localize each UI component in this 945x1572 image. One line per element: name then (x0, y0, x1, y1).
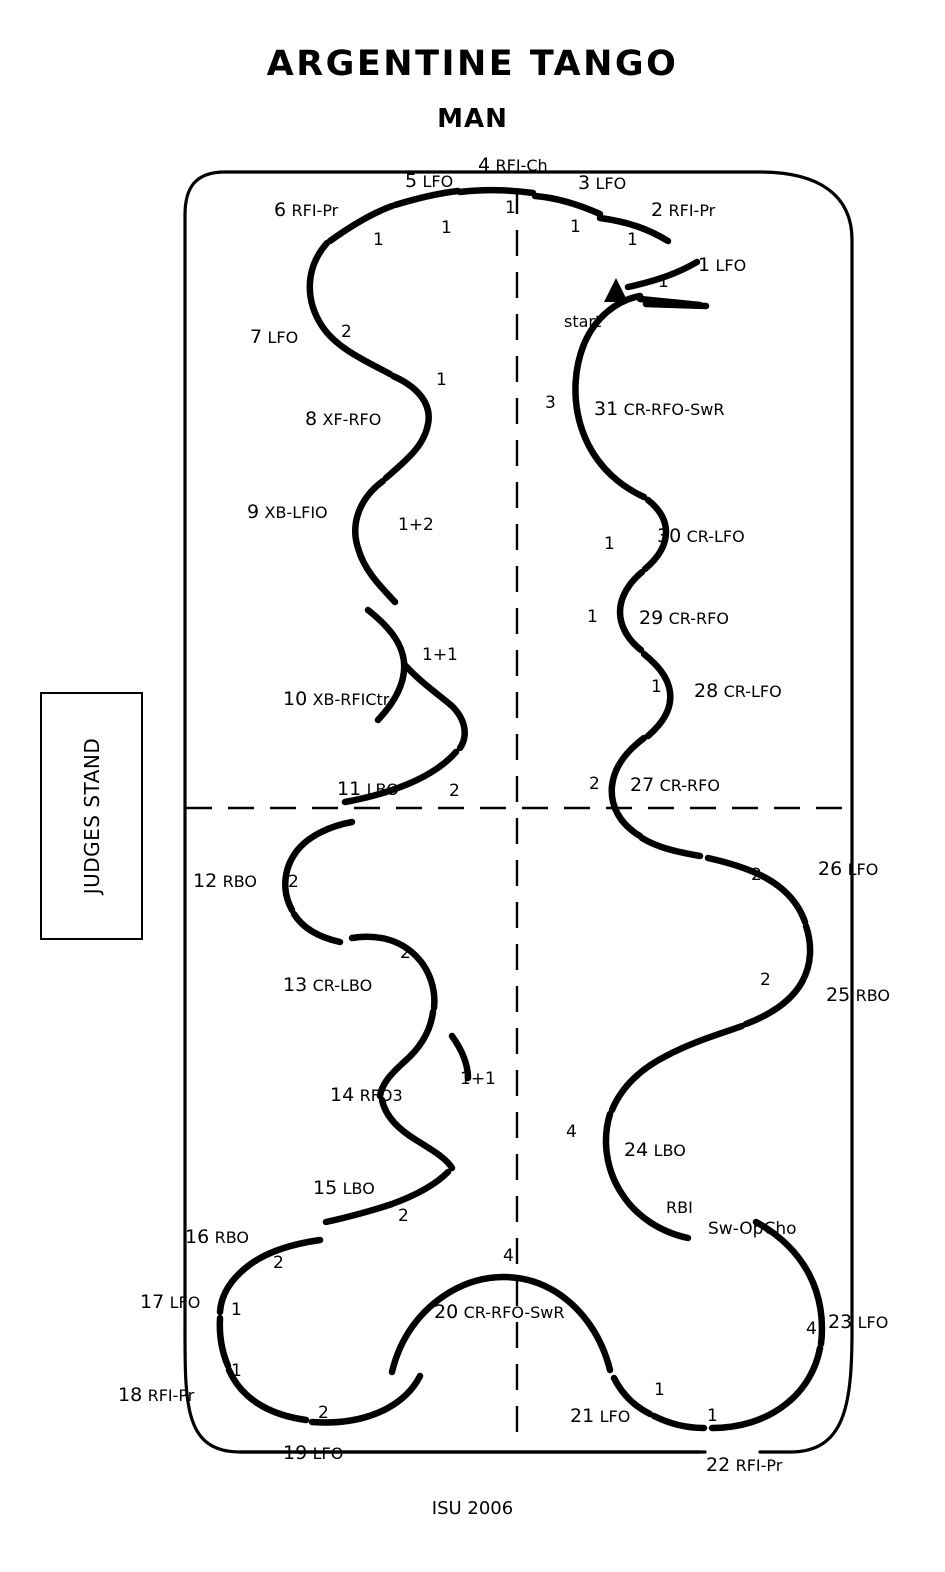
step-label-14 (330, 1086, 403, 1105)
step-code: CR-LFO (686, 527, 745, 546)
step-number: 13 (283, 974, 308, 996)
step-label-30 (657, 527, 745, 546)
beat-count: 1 (651, 677, 662, 697)
step-code: LBO (366, 780, 399, 799)
step-code: RBO (222, 872, 257, 891)
step-number: 6 (274, 199, 287, 221)
step-code: XB-LFIO (264, 503, 328, 522)
start-label: start (564, 312, 602, 331)
step-label-13 (283, 976, 372, 995)
step-number: 15 (313, 1177, 338, 1199)
beat-count: 1 (570, 217, 581, 237)
step-number: 17 (140, 1291, 165, 1313)
page-subtitle: MAN (437, 104, 508, 134)
beat-count: 1 (373, 230, 384, 250)
step-label-20 (434, 1303, 565, 1322)
step-label-7 (250, 328, 298, 347)
step-label-19 (283, 1444, 343, 1463)
beat-count: 2 (751, 865, 762, 885)
judges-stand-label: JUDGES STAND (79, 737, 104, 895)
step-label-23 (828, 1313, 888, 1332)
step-code: LFO (595, 174, 627, 193)
step-label-5 (405, 172, 453, 191)
beat-count: 1 (587, 607, 598, 627)
step-label-10 (283, 690, 389, 709)
step-number: 2 (651, 199, 664, 221)
step-code: LFO (599, 1407, 631, 1426)
step-code: CR-LFO (723, 682, 782, 701)
step-number: 14 (330, 1084, 355, 1106)
step-number: 5 (405, 170, 418, 192)
beat-count: 2 (288, 872, 299, 892)
step-label-18 (118, 1386, 194, 1405)
step-code: LBO (653, 1141, 686, 1160)
step-label-3 (578, 174, 626, 193)
beat-count: 1+1 (422, 645, 458, 665)
step-label-31 (594, 400, 725, 419)
step-code: LFO (169, 1293, 201, 1312)
beat-count: 1 (627, 230, 638, 250)
step-code: XF-RFO (322, 410, 382, 429)
step-code: CR-RFO-SwR (463, 1303, 565, 1322)
label-sw-opcho: Sw-OpCho (708, 1219, 797, 1239)
beat-count: 1+2 (398, 515, 434, 535)
step-number: 3 (578, 172, 591, 194)
step-number: 22 (706, 1454, 731, 1476)
step-label-9 (247, 503, 328, 522)
beat-count: 4 (806, 1319, 817, 1339)
beat-count: 3 (545, 393, 556, 413)
step-label-15 (313, 1179, 375, 1198)
step-number: 4 (478, 154, 491, 176)
step-code: LFO (847, 860, 879, 879)
beat-count: 2 (400, 943, 411, 963)
step-code: XB-RFICtr (312, 690, 390, 709)
footer-credit: ISU 2006 (431, 1498, 514, 1519)
step-label-25 (826, 986, 890, 1005)
beat-count: 2 (760, 970, 771, 990)
step-label-24 (624, 1141, 686, 1160)
beat-count: 2 (589, 774, 600, 794)
step-label-1 (698, 256, 746, 275)
step-code: LFO (422, 172, 454, 191)
step-number: 25 (826, 984, 851, 1006)
step-label-11 (337, 780, 399, 799)
step-number: 9 (247, 501, 260, 523)
step-number: 11 (337, 778, 362, 800)
step-number: 28 (694, 680, 719, 702)
label-rbi: RBI (666, 1198, 693, 1217)
step-number: 31 (594, 398, 619, 420)
beat-count: 1 (505, 198, 516, 218)
step-label-6 (274, 201, 338, 220)
step-label-22 (706, 1456, 782, 1475)
step-number: 16 (185, 1226, 210, 1248)
step-number: 8 (305, 408, 318, 430)
step-label-16 (185, 1228, 249, 1247)
beat-count: 2 (398, 1206, 409, 1226)
beat-count: 2 (273, 1253, 284, 1273)
step-label-21 (570, 1407, 630, 1426)
step-code: RFI-Pr (735, 1456, 783, 1475)
step-number: 10 (283, 688, 308, 710)
step-label-27 (630, 776, 720, 795)
beat-count: 1 (604, 534, 615, 554)
step-number: 27 (630, 774, 655, 796)
step-label-28 (694, 682, 782, 701)
step-number: 26 (818, 858, 843, 880)
beat-count: 4 (566, 1122, 577, 1142)
beat-count: 1+1 (460, 1069, 496, 1089)
step-code: LBO (342, 1179, 375, 1198)
beat-count: 1 (441, 218, 452, 238)
step-label-26 (818, 860, 878, 879)
step-label-8 (305, 410, 381, 429)
step-label-4 (478, 156, 548, 175)
step-code: RFI-Pr (668, 201, 716, 220)
beat-count: 1 (436, 370, 447, 390)
step-number: 30 (657, 525, 682, 547)
step-number: 1 (698, 254, 711, 276)
beat-count: 1 (654, 1380, 665, 1400)
step-label-12 (193, 872, 257, 891)
step-number: 12 (193, 870, 218, 892)
beat-count: 4 (503, 1246, 514, 1266)
step-number: 29 (639, 607, 664, 629)
step-code: RBO (855, 986, 890, 1005)
beat-count: 1 (231, 1361, 242, 1381)
step-number: 24 (624, 1139, 649, 1161)
step-number: 21 (570, 1405, 595, 1427)
step-code: LFO (715, 256, 747, 275)
step-code: RFI-Pr (147, 1386, 195, 1405)
step-code: RFI-Pr (291, 201, 339, 220)
step-code: CR-LBO (312, 976, 373, 995)
beat-count: 2 (318, 1403, 329, 1423)
beat-count: 1 (231, 1300, 242, 1320)
step-code: LFO (857, 1313, 889, 1332)
beat-count: 1 (658, 272, 669, 292)
step-label-2 (651, 201, 715, 220)
step-code: CR-RFO (659, 776, 720, 795)
step-code: RFO3 (359, 1086, 403, 1105)
beat-count: 1 (707, 1406, 718, 1426)
beat-count: 2 (449, 781, 460, 801)
page-title: ARGENTINE TANGO (266, 44, 679, 84)
beat-count: 2 (341, 322, 352, 342)
step-code: RFI-Ch (495, 156, 548, 175)
step-code: CR-RFO (668, 609, 729, 628)
step-number: 18 (118, 1384, 143, 1406)
step-trace (220, 190, 822, 1428)
step-code: LFO (312, 1444, 344, 1463)
step-code: CR-RFO-SwR (623, 400, 725, 419)
step-label-17 (140, 1293, 200, 1312)
step-number: 23 (828, 1311, 853, 1333)
rink-boundary (185, 172, 852, 1452)
step-number: 19 (283, 1442, 308, 1464)
step-code: LFO (267, 328, 299, 347)
step-label-29 (639, 609, 729, 628)
step-number: 7 (250, 326, 263, 348)
step-code: RBO (214, 1228, 249, 1247)
step-number: 20 (434, 1301, 459, 1323)
